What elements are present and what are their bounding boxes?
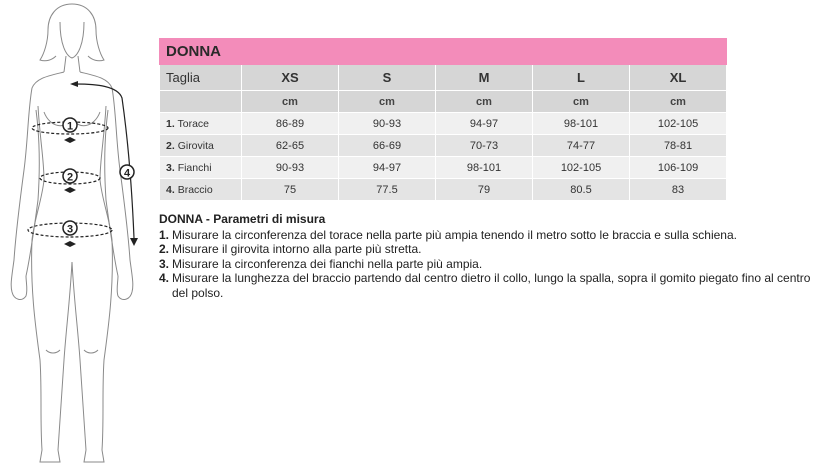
- row-label: [160, 157, 242, 179]
- note-item: [159, 257, 824, 272]
- note-item: [159, 271, 824, 300]
- measurement-notes: [159, 212, 824, 300]
- size-header-m: M: [436, 65, 533, 91]
- note-text: Misurare la circonferenza del torace nella parte più ampia tenendo il metro sotto le braccia e sulla schiena.: [172, 227, 737, 242]
- unit-cell: cm: [339, 91, 436, 113]
- table-cell: 98-101: [533, 113, 630, 135]
- svg-text:2: 2: [66, 171, 74, 184]
- row-number: 4.: [166, 183, 175, 196]
- note-item: [159, 228, 824, 243]
- notes-title: DONNA - Parametri di misura: [159, 212, 326, 226]
- body-outline-icon: [0, 0, 150, 469]
- table-title: DONNA: [160, 39, 727, 65]
- body-figure: [0, 0, 150, 469]
- table-cell: 102-105: [630, 113, 727, 135]
- note-number: 4.: [159, 271, 170, 285]
- table-cell: 98-101: [436, 157, 533, 179]
- table-cell: 75: [242, 179, 339, 201]
- table-row-fianchi: [160, 157, 727, 179]
- table-cell: 106-109: [630, 157, 727, 179]
- table-cell: 66-69: [339, 135, 436, 157]
- note-text: Misurare la circonferenza dei fianchi nella parte più ampia.: [172, 256, 483, 271]
- table-cell: 70-73: [436, 135, 533, 157]
- tape-line-icon: [28, 84, 134, 238]
- marker-3: [63, 221, 77, 236]
- table-cell: 86-89: [242, 113, 339, 135]
- marker-4: [120, 165, 134, 180]
- table-cell: 80.5: [533, 179, 630, 201]
- row-label-text: Braccio: [177, 183, 213, 196]
- size-table: [159, 38, 727, 201]
- row-label-text: Girovita: [177, 139, 214, 152]
- table-row-braccio: [160, 179, 727, 201]
- table-cell: 90-93: [242, 157, 339, 179]
- unit-cell: cm: [630, 91, 727, 113]
- row-label: [160, 135, 242, 157]
- unit-cell: cm: [533, 91, 630, 113]
- note-text: Misurare il girovita intorno alla parte più stretta.: [172, 242, 422, 256]
- size-header-l: L: [533, 65, 630, 91]
- row-number: 3.: [166, 161, 175, 174]
- row-number: 1.: [166, 117, 175, 130]
- row-label-text: Fianchi: [177, 161, 212, 174]
- table-cell: 83: [630, 179, 727, 201]
- unit-cell: cm: [436, 91, 533, 113]
- svg-text:3: 3: [66, 223, 74, 236]
- table-header-row: [160, 65, 727, 91]
- size-header-label: Taglia: [160, 65, 242, 91]
- unit-row: [160, 91, 727, 113]
- note-text: Misurare la lunghezza del braccio partendo dal centro dietro il collo, lungo la spalla, sopra il gomito piegato fino al centro del polso.: [172, 271, 811, 300]
- unit-cell-empty: [160, 91, 242, 113]
- table-cell: 62-65: [242, 135, 339, 157]
- svg-text:4: 4: [123, 167, 131, 180]
- table-cell: 90-93: [339, 113, 436, 135]
- table-cell: 79: [436, 179, 533, 201]
- note-number: 1.: [159, 227, 170, 242]
- table-row-torace: [160, 113, 727, 135]
- size-header-xl: XL: [630, 65, 727, 91]
- table-row-girovita: [160, 135, 727, 157]
- size-header-s: S: [339, 65, 436, 91]
- svg-text:1: 1: [66, 120, 74, 133]
- note-item: [159, 242, 824, 257]
- table-cell: 94-97: [436, 113, 533, 135]
- unit-cell: cm: [242, 91, 339, 113]
- note-number: 2.: [159, 242, 170, 256]
- table-cell: 74-77: [533, 135, 630, 157]
- row-label-text: Torace: [177, 117, 210, 130]
- table-cell: 94-97: [339, 157, 436, 179]
- row-number: 2.: [166, 139, 175, 152]
- table-cell: 78-81: [630, 135, 727, 157]
- table-cell: 77.5: [339, 179, 436, 201]
- marker-2: [63, 169, 77, 184]
- table-cell: 102-105: [533, 157, 630, 179]
- table-title-row: [160, 39, 727, 65]
- row-label: [160, 179, 242, 201]
- row-label: [160, 113, 242, 135]
- size-header-xs: XS: [242, 65, 339, 91]
- note-number: 3.: [159, 256, 170, 271]
- marker-1: [63, 118, 77, 133]
